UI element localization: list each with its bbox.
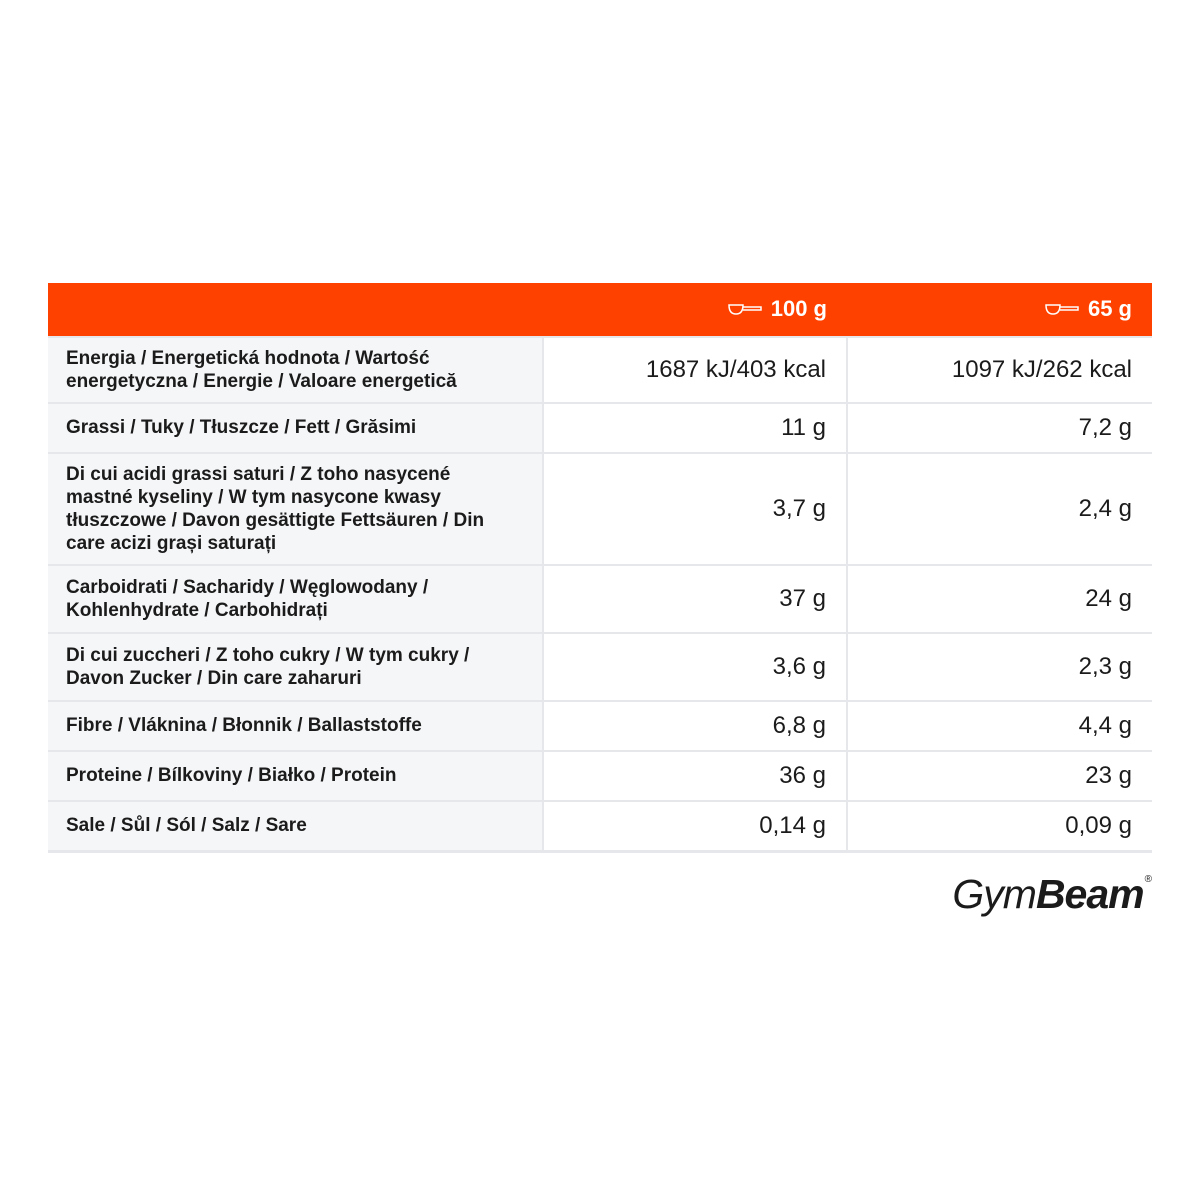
nutrition-table-header (48, 283, 1152, 337)
nutrient-label: Sale / Sůl / Sól / Salz / Sare (48, 801, 543, 851)
table-row-energy (48, 337, 1152, 403)
registered-mark: ® (1144, 874, 1152, 885)
value-per-serving: 2,4 g (847, 453, 1152, 565)
value-per-100g: 11 g (543, 403, 847, 453)
nutrient-label: Grassi / Tuky / Tłuszcze / Fett / Grăsimi (48, 403, 543, 453)
scoop-icon (1044, 300, 1080, 318)
value-per-100g: 6,8 g (543, 701, 847, 751)
value-per-serving: 2,3 g (847, 633, 1152, 701)
header-per-serving-label: 65 g (1087, 295, 1132, 321)
value-per-100g: 36 g (543, 751, 847, 801)
nutrition-table (48, 283, 1152, 853)
table-row-saturated-fat (48, 453, 1152, 565)
logo-text-bold: Beam (1035, 871, 1144, 917)
header-per-100g (543, 283, 847, 337)
header-row (48, 283, 1152, 337)
table-row-salt (48, 801, 1152, 851)
table-row-fibre (48, 701, 1152, 751)
value-per-100g: 0,14 g (543, 801, 847, 851)
value-per-100g: 1687 kJ/403 kcal (543, 337, 847, 403)
table-row-fat (48, 403, 1152, 453)
value-per-100g: 37 g (543, 565, 847, 633)
header-label-column (48, 283, 543, 337)
gymbeam-logo (952, 870, 1152, 918)
nutrient-label: Di cui zuccheri / Z toho cukry / W tym cukry / Davon Zucker / Din care zaharuri (48, 633, 543, 701)
scoop-icon (727, 300, 763, 318)
value-per-100g: 3,6 g (543, 633, 847, 701)
nutrient-label: Carboidrati / Sacharidy / Węglowodany / Kohlenhydrate / Carbohidrați (48, 565, 543, 633)
logo-text-light: Gym (952, 871, 1036, 917)
header-per-serving (847, 283, 1152, 337)
value-per-serving: 24 g (847, 565, 1152, 633)
nutrient-label: Di cui acidi grassi saturi / Z toho nasycené mastné kyseliny / W tym nasycone kwasy tłuszczowe / Davon gesättigte Fettsäuren / Din care acizi grași saturați (48, 453, 543, 565)
value-per-serving: 0,09 g (847, 801, 1152, 851)
nutrient-label: Proteine / Bílkoviny / Białko / Protein (48, 751, 543, 801)
value-per-serving: 4,4 g (847, 701, 1152, 751)
nutrition-table-body (48, 337, 1152, 851)
value-per-serving: 23 g (847, 751, 1152, 801)
table-row-carbohydrates (48, 565, 1152, 633)
nutrient-label: Fibre / Vláknina / Błonnik / Ballaststoffe (48, 701, 543, 751)
table-row-sugars (48, 633, 1152, 701)
value-per-serving: 1097 kJ/262 kcal (847, 337, 1152, 403)
value-per-serving: 7,2 g (847, 403, 1152, 453)
table-row-protein (48, 751, 1152, 801)
nutrient-label: Energia / Energetická hodnota / Wartość energetyczna / Energie / Valoare energetică (48, 337, 543, 403)
value-per-100g: 3,7 g (543, 453, 847, 565)
header-per-100g-label: 100 g (770, 295, 827, 321)
